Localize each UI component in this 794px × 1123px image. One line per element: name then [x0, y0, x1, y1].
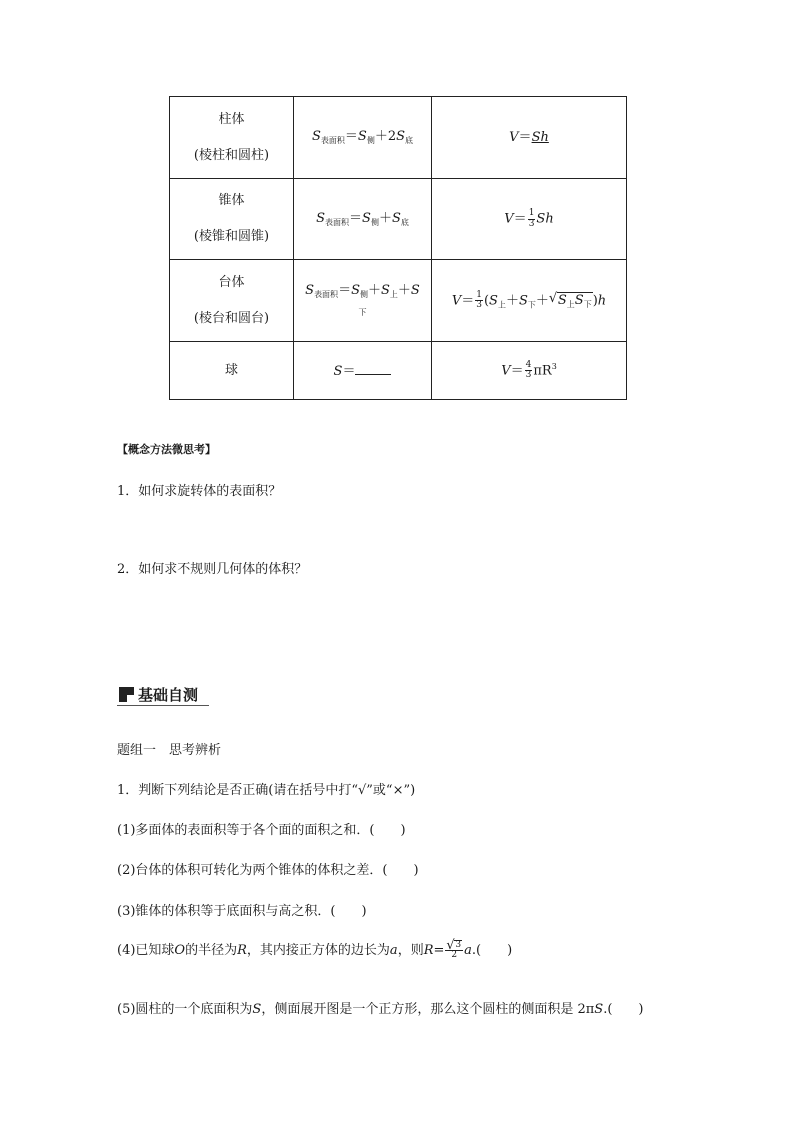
section-title: 基础自测 [138, 686, 199, 704]
volume-formula: V＝Sh [432, 97, 627, 179]
category-name: 锥体 [218, 193, 245, 209]
category-cell [170, 179, 294, 260]
section-square-icon [119, 687, 134, 702]
table-row [170, 342, 627, 400]
group-title: 题组一 思考辨析 [117, 743, 222, 758]
category-sub: (棱柱和圆柱) [193, 147, 270, 163]
answer-blank [355, 362, 391, 375]
table-row [170, 97, 627, 179]
table-row [170, 260, 627, 342]
statement-1: (1)多面体的表面积等于各个面的面积之和．( ) [117, 823, 406, 838]
statement-4: (4)已知球O的半径为R，其内接正方体的边长为a，则R= √ $\frac{3}{2}$ a.( ) [117, 940, 512, 961]
category-name: 台体 [218, 274, 245, 290]
sqrt: √ $S_上S_下$ [549, 292, 593, 310]
statement-2: (2)台体的体积可转化为两个锥体的体积之差．( ) [117, 863, 419, 878]
volume-formula: V＝ $\frac{1}{3}$ ($S_上+S_下+√$ $S_上S_下)h$ [432, 260, 627, 342]
concept-question-1: 1．如何求旋转体的表面积？ [117, 484, 282, 499]
surface-formula: $S_{表面积}=S_侧+S_底$ [294, 179, 432, 260]
surface-formula: $S_{表面积}=S_侧+S_上+S$ 下 [294, 260, 432, 342]
surface-formula: $S_{表面积}=S_侧+2S_底$ [294, 97, 432, 179]
statement-3: (3)锥体的体积等于底面积与高之积．( ) [117, 904, 367, 919]
category-cell [170, 260, 294, 342]
category-sub: (棱台和圆台) [193, 310, 270, 326]
volume-formula: V＝ $\frac{1}{3}$ Sh [432, 179, 627, 260]
fraction: $\frac{1}{3}$ [476, 289, 482, 310]
statement-5: (5)圆柱的一个底面积为S，侧面展开图是一个正方形，那么这个圆柱的侧面积是 2πS.( ) [117, 1002, 644, 1017]
category-cell [170, 97, 294, 179]
section-heading [117, 683, 209, 706]
surface-formula: S＝ [294, 342, 432, 400]
question-intro: 1．判断下列结论是否正确(请在括号中打“√”或“×”) [117, 783, 416, 798]
formula-table [169, 96, 627, 400]
category-name: 球 [224, 362, 238, 378]
fraction: $\frac{1}{3}$ [528, 208, 535, 229]
fraction: √ $\frac{3}{2}$ [445, 940, 463, 961]
volume-formula: V＝ $\frac{4}{3}$ $\pi R^3$ [432, 342, 627, 400]
fraction: $\frac{4}{3}$ [525, 359, 532, 380]
concept-question-2: 2．如何求不规则几何体的体积？ [117, 562, 308, 577]
category-name: 柱体 [218, 111, 245, 127]
table-row [170, 179, 627, 260]
category-cell [170, 342, 294, 400]
category-sub: (棱锥和圆锥) [193, 229, 270, 244]
concept-title: 【概念方法微思考】 [117, 443, 216, 456]
